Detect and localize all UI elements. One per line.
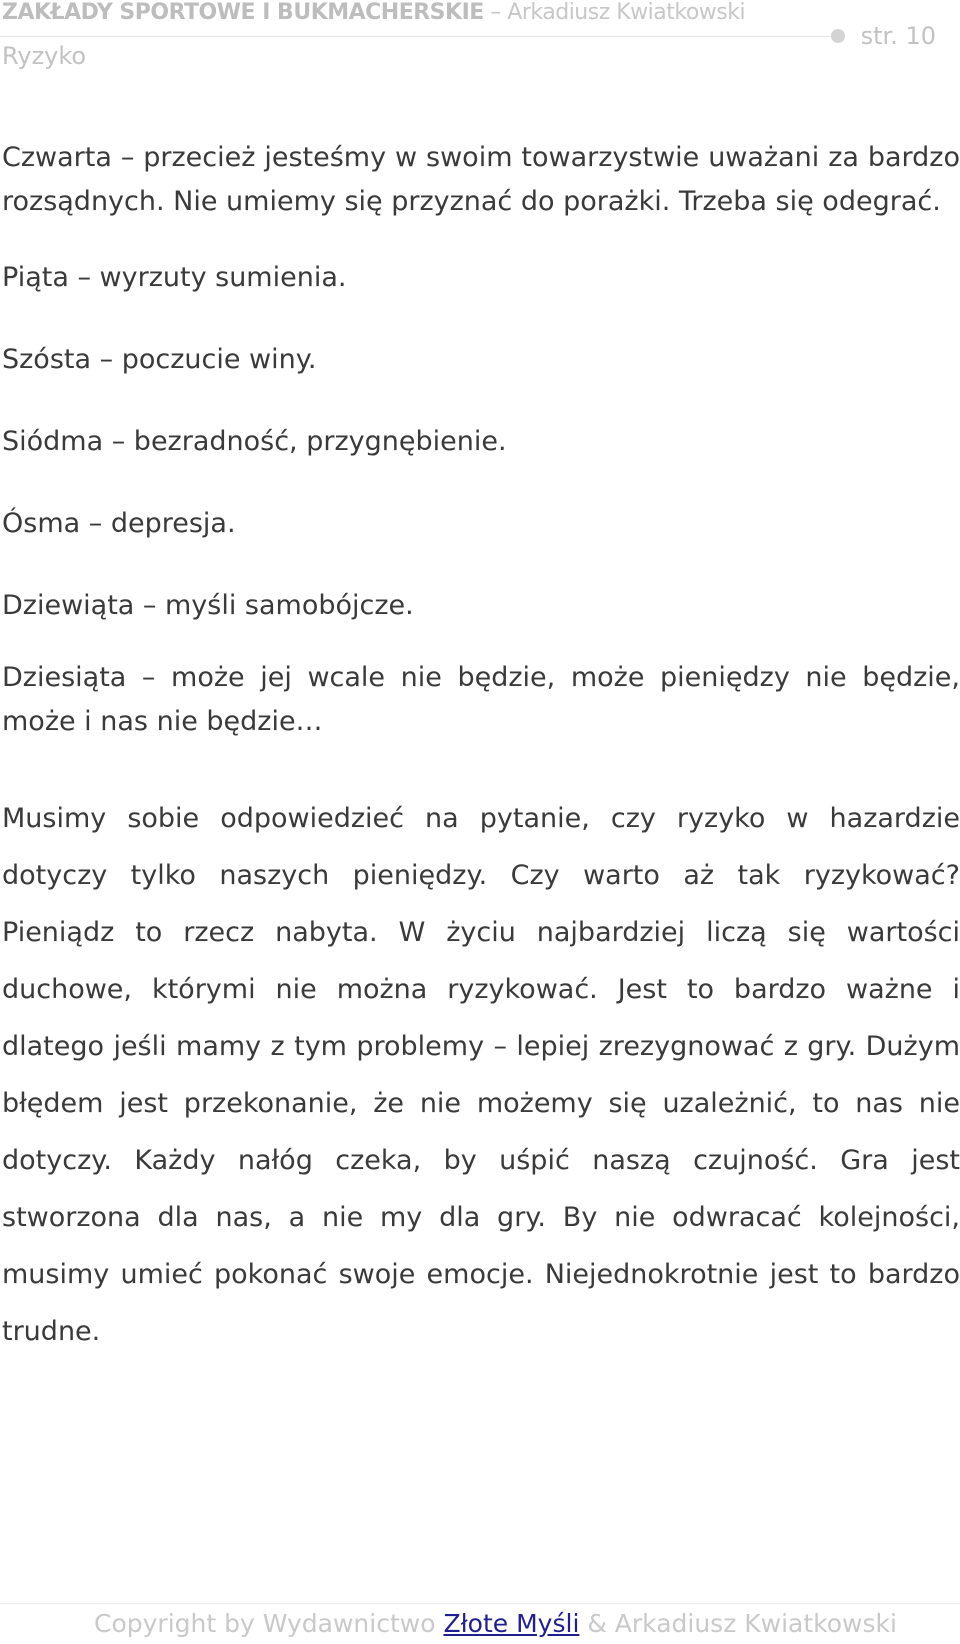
paragraph-szosta: Szósta – poczucie winy. [2, 344, 317, 375]
page-number: str. 10 [860, 22, 936, 50]
document-body [2, 136, 960, 1360]
publisher-link[interactable]: Złote Myśli [443, 1609, 580, 1638]
header-separator: – [483, 0, 508, 25]
header-title-line [2, 0, 745, 25]
section-title: Ryzyko [2, 42, 87, 70]
copyright-notice [94, 1609, 897, 1638]
header-divider [0, 36, 835, 37]
paragraph-siodma: Siódma – bezradność, przygnębienie. [2, 426, 507, 457]
copyright-prefix: Copyright by Wydawnictwo [94, 1609, 444, 1638]
book-title: ZAKŁADY SPORTOWE I BUKMACHERSKIE [2, 0, 484, 25]
paragraph-osma: Ósma – depresja. [2, 508, 236, 539]
copyright-suffix: & Arkadiusz Kwiatkowski [579, 1609, 897, 1638]
paragraph-piata: Piąta – wyrzuty sumienia. [2, 262, 347, 293]
page-number-indicator [831, 22, 936, 50]
bullet-icon [831, 29, 845, 43]
paragraph-dziesiata: Dziesiąta – może jej wcale nie będzie, może pieniędzy nie będzie, może i nas nie będzie… [2, 662, 960, 737]
header-author: Arkadiusz Kwiatkowski [507, 0, 746, 25]
page-header [0, 0, 960, 80]
paragraph-czwarta: Czwarta – przecież jesteśmy w swoim towarzystwie uważani za bardzo rozsądnych. Nie umiemy się przyznać do porażki. Trzeba się odegrać. [2, 142, 960, 217]
paragraph-dziewiata: Dziewiąta – myśli samobójcze. [2, 590, 414, 621]
footer-divider [0, 1603, 960, 1604]
paragraph-musimy: Musimy sobie odpowiedzieć na pytanie, czy ryzyko w hazardzie dotyczy tylko naszych pieniędzy. Czy warto aż tak ryzykować? Pieniądz to rzecz nabyta. W życiu najbardziej liczą się wartości duchowe, którymi nie można ryzykować. Jest to bardzo ważne i dlatego jeśli mamy z tym problemy – lepiej zrezygnować z gry. Dużym błędem jest przekonanie, że nie możemy się uzależnić, to nas nie dotyczy. Każdy nałóg czeka, by uśpić naszą czujność. Gra jest stworzona dla nas, a nie my dla gry. By nie odwracać kolejności, musimy umieć pokonać swoje emocje. Niejednokrotnie jest to bardzo trudne. [2, 803, 960, 1347]
